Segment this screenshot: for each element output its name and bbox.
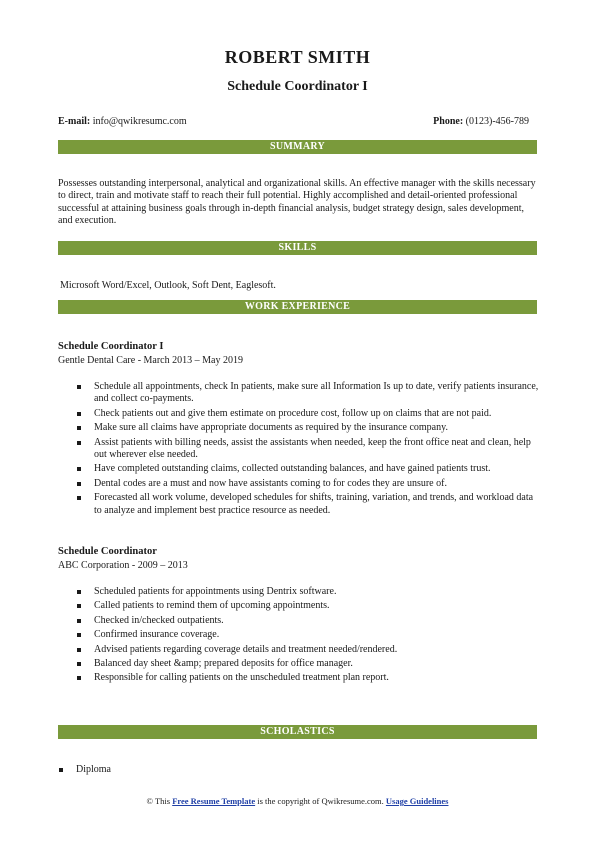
list-item: Have completed outstanding claims, collected outstanding balances, and have gained patients trust. bbox=[58, 463, 540, 475]
summary-text: Possesses outstanding interpersonal, analytical and organizational skills. An effective manager with the skills necessary to direct, train and motivate staff to reach their full potential. Highly accomplished and detail-oriented professional successful at attaining business goals through in-depth financial analysis, budget strategy design, sales development, and execution. bbox=[58, 178, 536, 227]
list-item: Called patients to remind them of upcoming appointments. bbox=[58, 600, 540, 612]
list-item: Dental codes are a must and now have assistants coming to for codes they are unsure of. bbox=[58, 478, 540, 490]
footer bbox=[0, 796, 595, 806]
usage-guidelines-link[interactable]: Usage Guidelines bbox=[385, 796, 449, 806]
phone-label: Phone: bbox=[433, 116, 464, 127]
list-item: Balanced day sheet &amp; prepared deposits for office manager. bbox=[58, 658, 540, 670]
footer-middle: is the copyright of Qwikresume.com. bbox=[257, 796, 384, 806]
job-1-title: Schedule Coordinator I bbox=[58, 341, 164, 352]
list-item: Responsible for calling patients on the unscheduled treatment plan report. bbox=[58, 672, 540, 684]
footer-prefix: © This bbox=[146, 796, 171, 806]
job-1-meta: Gentle Dental Care - March 2013 – May 2019 bbox=[58, 355, 243, 366]
free-resume-template-link[interactable]: Free Resume Template bbox=[172, 796, 256, 806]
skills-heading: SKILLS bbox=[58, 241, 537, 255]
list-item: Schedule all appointments, check In patients, make sure all Information Is up to date, verify patients insurance, and collect co-payments. bbox=[58, 381, 540, 406]
job-2-title: Schedule Coordinator bbox=[58, 546, 157, 557]
list-item: Advised patients regarding coverage details and treatment needed/rendered. bbox=[58, 644, 540, 656]
skills-text: Microsoft Word/Excel, Outlook, Soft Dent, Eaglesoft. bbox=[60, 280, 276, 291]
list-item: Checked in/checked outpatients. bbox=[58, 615, 540, 627]
email-value[interactable]: info@qwikresumc.com bbox=[92, 116, 187, 127]
candidate-name: ROBERT SMITH bbox=[224, 47, 371, 67]
email-label: E-mail: bbox=[58, 116, 91, 127]
phone-line bbox=[433, 116, 529, 128]
experience-heading: WORK EXPERIENCE bbox=[58, 300, 537, 314]
scholastics-heading: SCHOLASTICS bbox=[58, 725, 537, 739]
scholastics-list bbox=[40, 764, 522, 778]
job-1-bullets bbox=[58, 381, 540, 519]
list-item: Scheduled patients for appointments using Dentrix software. bbox=[58, 586, 540, 598]
job-2-meta: ABC Corporation - 2009 – 2013 bbox=[58, 560, 188, 571]
summary-heading: SUMMARY bbox=[58, 140, 537, 154]
email-line bbox=[58, 116, 187, 128]
list-item: Confirmed insurance coverage. bbox=[58, 629, 540, 641]
job-2-bullets bbox=[58, 586, 540, 687]
list-item: Diploma bbox=[40, 764, 522, 776]
phone-value: (0123)-456-789 bbox=[465, 116, 529, 127]
list-item: Check patients out and give them estimate on procedure cost, follow up on claims that are not paid. bbox=[58, 408, 540, 420]
candidate-title: Schedule Coordinator I bbox=[227, 79, 368, 94]
list-item: Assist patients with billing needs, assist the assistants when needed, keep the front office neat and clean, help out wherever else needed. bbox=[58, 437, 540, 462]
list-item: Forecasted all work volume, developed schedules for shifts, training, variation, and trends, and workload data to analyze and implement best practice resource as needed. bbox=[58, 492, 540, 517]
list-item: Make sure all claims have appropriate documents as required by the insurance company. bbox=[58, 422, 540, 434]
